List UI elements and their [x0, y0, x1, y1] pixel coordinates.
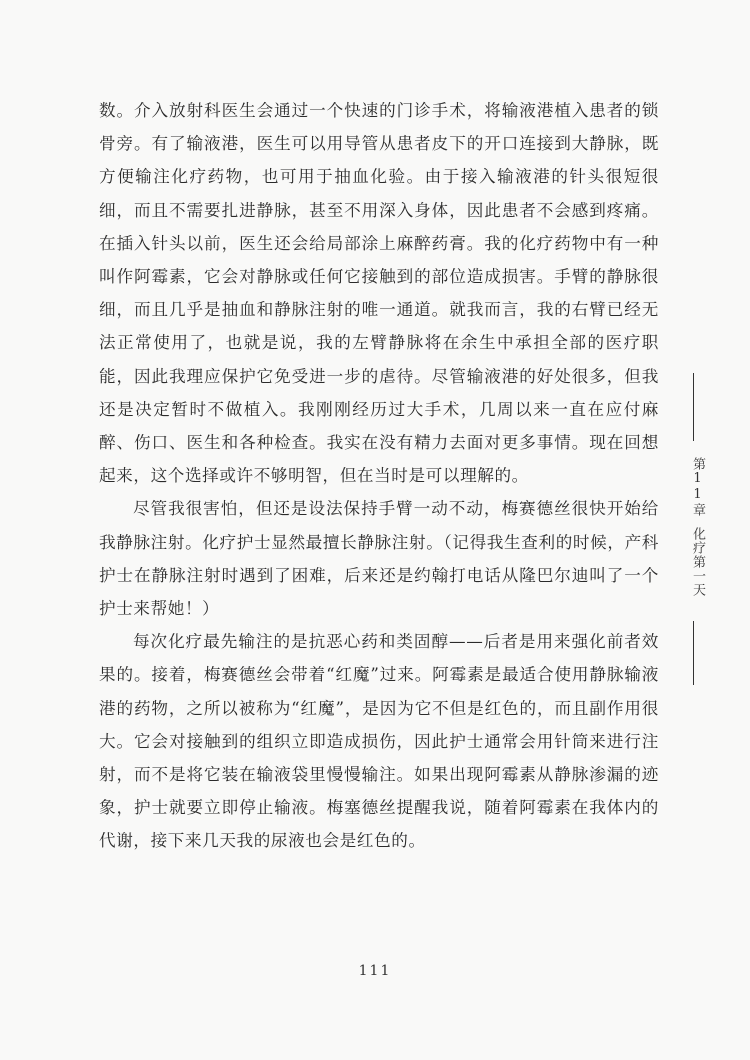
side-tab-chapter: 第11章: [690, 457, 705, 517]
page-number: 111: [358, 963, 392, 979]
side-tab-bottom-rule: [693, 621, 694, 685]
page-body: [99, 94, 659, 858]
side-tab-text: [683, 457, 705, 597]
paragraph-3: 每次化疗最先输注的是抗恶心药和类固醇——后者是用来强化前者效果的。接着，梅赛德丝会带着“红魔”过来。阿霉素是最适合使用静脉输液港的药物，之所以被称为“红魔”，是因为它不但是红色的，而且副作用很大。它会对接触到的组织立即造成损伤，因此护士通常会用针筒来进行注射，而不是将它装在输液袋里慢慢输注。如果出现阿霉素从静脉渗漏的迹象，护士就要立即停止输液。梅塞德丝提醒我说，随着阿霉素在我体内的代谢，接下来几天我的尿液也会是红色的。: [99, 632, 659, 851]
paragraph-2: 尽管我很害怕，但还是设法保持手臂一动不动，梅赛德丝很快开始给我静脉注射。化疗护士显然最擅长静脉注射。（记得我生查利的时候，产科护士在静脉注射时遇到了困难，后来还是约翰打电话从隆巴尔迪叫了一个护士来帮她！）: [99, 499, 659, 619]
side-tab-top-rule: [693, 373, 694, 441]
chapter-side-tab: [683, 373, 705, 685]
side-tab-title: 化疗第一天: [690, 527, 705, 597]
paragraph-1: 数。介入放射科医生会通过一个快速的门诊手术，将输液港植入患者的锁骨旁。有了输液港，医生可以用导管从患者皮下的开口连接到大静脉，既方便输注化疗药物，也可用于抽血化验。由于接入输液港的针头很短很细，而且不需要扎进静脉，甚至不用深入身体，因此患者不会感到疼痛。在插入针头以前，医生还会给局部涂上麻醉药膏。我的化疗药物中有一种叫作阿霉素，它会对静脉或任何它接触到的部位造成损害。手臂的静脉很细，而且几乎是抽血和静脉注射的唯一通道。就我而言，我的右臂已经无法正常使用了，也就是说，我的左臂静脉将在余生中承担全部的医疗职能，因此我理应保护它免受进一步的虐待。尽管输液港的好处很多，但我还是决定暂时不做植入。我刚刚经历过大手术，几周以来一直在应付麻醉、伤口、医生和各种检查。我实在没有精力去面对更多事情。现在回想起来，这个选择或许不够明智，但在当时是可以理解的。: [99, 101, 659, 486]
